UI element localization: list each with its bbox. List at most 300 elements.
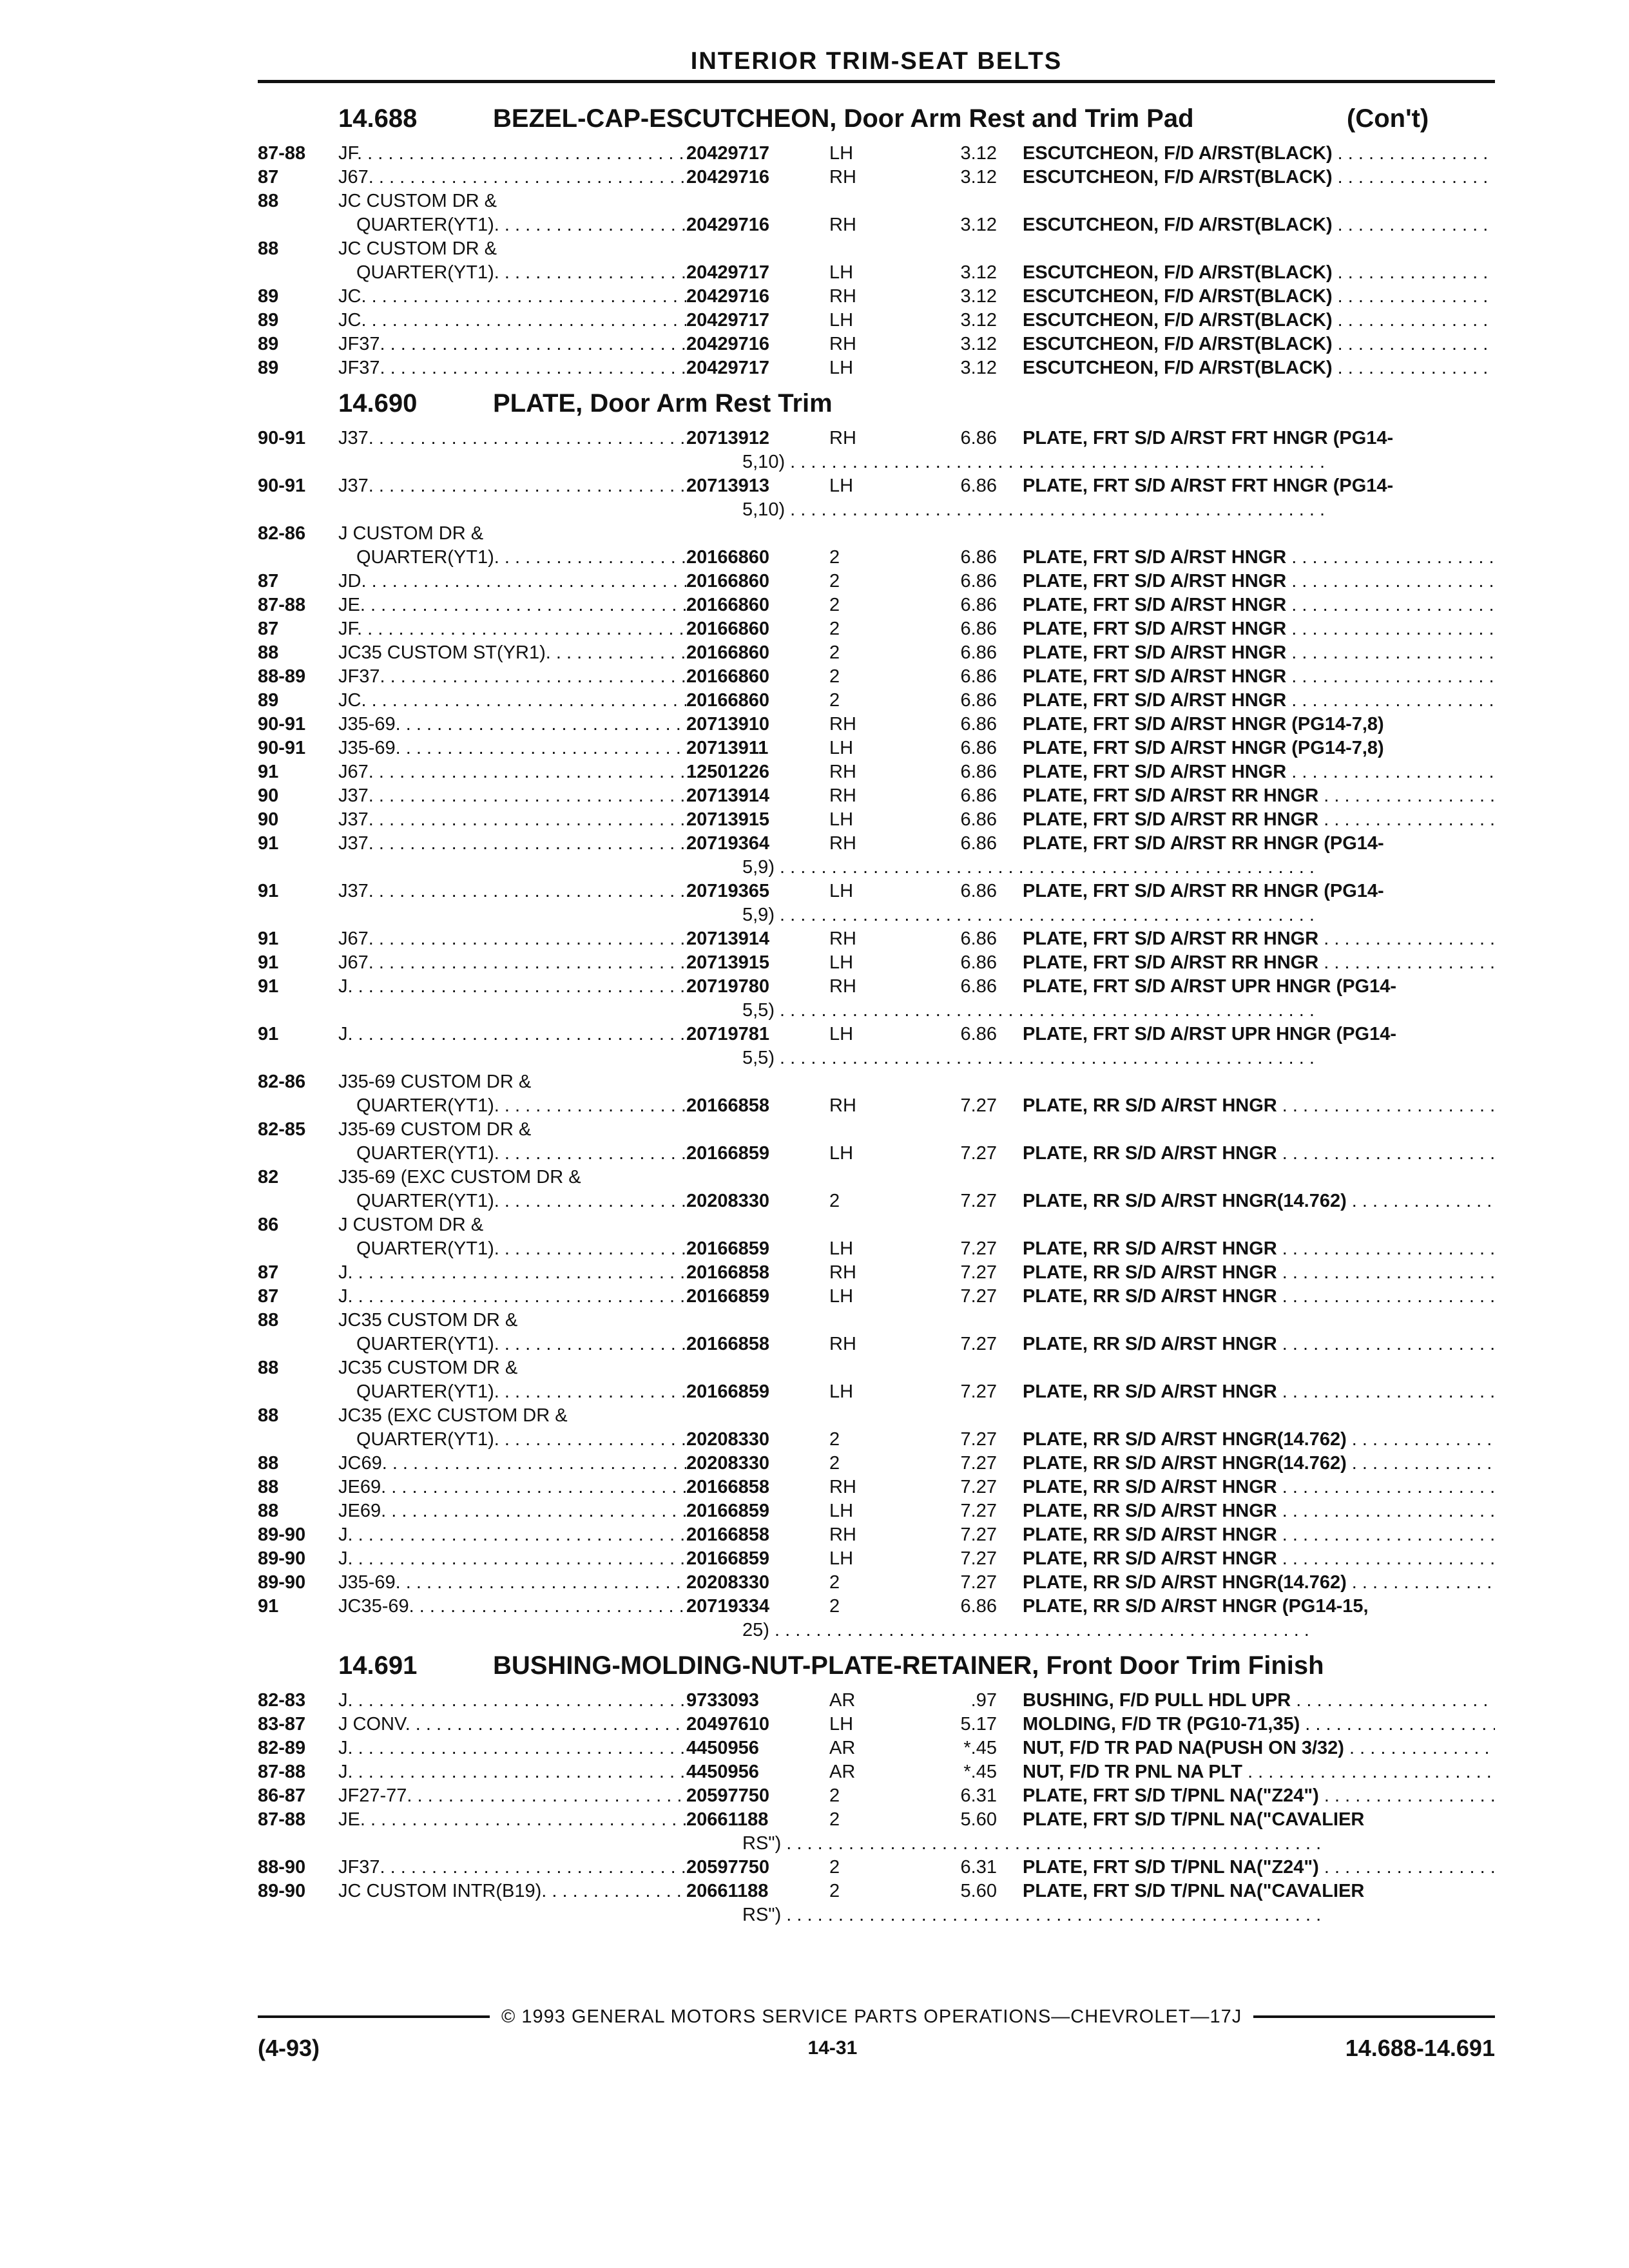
part-number: 20713912 — [686, 428, 770, 448]
quantity: 2 — [829, 1809, 840, 1830]
price: 6.86 — [960, 762, 997, 782]
part-row — [258, 1713, 1495, 1736]
part-row — [258, 832, 1495, 856]
part-row — [258, 689, 1495, 713]
model-code: JE . . . — [338, 1808, 686, 1832]
section-heading — [258, 380, 1495, 427]
model-year: 88-90 — [258, 1857, 306, 1878]
part-row-continued — [258, 1428, 1495, 1452]
quantity: RH — [829, 928, 856, 949]
catalog-page — [258, 45, 1495, 2061]
model-year: 88 — [258, 1405, 279, 1426]
part-row — [258, 1023, 1495, 1046]
price: 7.27 — [960, 1429, 997, 1450]
section-heading — [258, 95, 1495, 142]
part-description — [1023, 689, 1495, 713]
model-year: 89-90 — [258, 1572, 306, 1593]
part-description — [1023, 332, 1495, 356]
model-code-continued: QUARTER(YT1) . . . — [338, 1332, 686, 1356]
quantity: 2 — [829, 619, 840, 639]
indent-spacer — [258, 1237, 338, 1261]
model-code: J67 . . . — [338, 927, 686, 951]
price: 7.27 — [960, 1381, 997, 1402]
column-spacer — [338, 1832, 662, 1856]
footer-bottom — [258, 2033, 1495, 2063]
part-description-text: PLATE, FRT S/D A/RST HNGR — [1023, 762, 1287, 782]
indent-spacer — [258, 1142, 338, 1166]
price: 3.12 — [960, 286, 997, 307]
part-row — [258, 617, 1495, 641]
description-continued-row — [258, 1832, 1495, 1856]
model-year: 91 — [258, 1024, 279, 1044]
indent-spacer — [258, 999, 338, 1023]
model-code: J37 . . . — [338, 784, 686, 808]
indent-spacer — [258, 1094, 338, 1118]
price: 3.12 — [960, 334, 997, 354]
part-row — [258, 1499, 1495, 1523]
part-row — [258, 1856, 1495, 1879]
part-description — [1023, 1499, 1495, 1523]
quantity: LH — [829, 952, 854, 973]
part-row — [258, 285, 1495, 309]
model-code: JF37 . . . — [338, 1856, 686, 1879]
part-description-text: PLATE, FRT S/D T/PNL NA("Z24") — [1023, 1857, 1319, 1878]
part-description-text: NUT, F/D TR PNL NA PLT — [1023, 1762, 1243, 1782]
indent-spacer — [258, 856, 338, 879]
footer-page-number: 14-31 — [807, 2037, 858, 2059]
model-code: JD . . . — [338, 570, 686, 593]
section-note: (Con't) — [1347, 104, 1429, 133]
model-year: 91 — [258, 833, 279, 854]
part-description — [1023, 1189, 1495, 1213]
quantity: LH — [829, 881, 854, 901]
part-row — [258, 1213, 1495, 1237]
indent-spacer — [662, 498, 742, 522]
part-row-continued — [258, 1237, 1495, 1261]
part-description-text: MOLDING, F/D TR (PG10-71,35) — [1023, 1714, 1300, 1735]
quantity: RH — [829, 1095, 856, 1116]
description-continued-row — [258, 856, 1495, 879]
part-number: 20661188 — [686, 1881, 769, 1901]
column-spacer — [338, 1903, 662, 1927]
quantity: AR — [829, 1690, 856, 1711]
indent-spacer — [258, 213, 338, 237]
model-code-continued: QUARTER(YT1) . . . — [338, 1142, 686, 1166]
model-code: J35-69 CUSTOM DR & — [338, 1072, 532, 1092]
part-row — [258, 1784, 1495, 1808]
indent-spacer — [258, 1332, 338, 1356]
part-number: 20166858 — [686, 1524, 770, 1545]
part-description-text: ESCUTCHEON, F/D A/RST(BLACK) — [1023, 143, 1333, 164]
part-number: 20166859 — [686, 1381, 770, 1402]
part-description-text: BUSHING, F/D PULL HDL UPR — [1023, 1690, 1291, 1711]
quantity: RH — [829, 1524, 856, 1545]
part-description-text: PLATE, RR S/D A/RST HNGR (PG14-15, — [1023, 1596, 1369, 1617]
part-description-continued: RS") . . . — [742, 1832, 1495, 1856]
part-row — [258, 1547, 1495, 1571]
model-year: 91 — [258, 881, 279, 901]
part-number: 20208330 — [686, 1572, 770, 1593]
model-year: 91 — [258, 952, 279, 973]
model-code: J37 . . . — [338, 808, 686, 832]
indent-spacer — [258, 1428, 338, 1452]
part-row — [258, 166, 1495, 189]
price: 6.86 — [960, 476, 997, 496]
part-number: 4450956 — [686, 1738, 759, 1758]
footer-section-range: 14.688-14.691 — [1345, 2035, 1495, 2061]
quantity: 2 — [829, 1453, 840, 1474]
part-row — [258, 189, 1495, 213]
price: 6.86 — [960, 690, 997, 711]
quantity: LH — [829, 262, 854, 283]
column-spacer — [338, 999, 662, 1023]
model-code: JC CUSTOM DR & — [338, 191, 497, 211]
part-description-text: ESCUTCHEON, F/D A/RST(BLACK) — [1023, 286, 1333, 307]
model-code-continued: QUARTER(YT1) . . . — [338, 1428, 686, 1452]
part-description-text: PLATE, FRT S/D A/RST FRT HNGR (PG14- — [1023, 428, 1394, 448]
quantity: 2 — [829, 1596, 840, 1617]
part-description-text: NUT, F/D TR PAD NA(PUSH ON 3/32) — [1023, 1738, 1344, 1758]
part-description-text: ESCUTCHEON, F/D A/RST(BLACK) — [1023, 334, 1333, 354]
part-row — [258, 570, 1495, 593]
model-code: J CUSTOM DR & — [338, 523, 484, 544]
part-number: 20713911 — [686, 738, 769, 758]
part-row-continued — [258, 1380, 1495, 1404]
part-description-text: PLATE, FRT S/D A/RST HNGR — [1023, 690, 1287, 711]
part-description — [1023, 784, 1495, 808]
quantity: 2 — [829, 690, 840, 711]
part-number: 20429716 — [686, 286, 770, 307]
model-year: 90 — [258, 809, 279, 830]
part-description — [1023, 1428, 1495, 1452]
part-description — [1023, 1808, 1495, 1832]
part-description — [1023, 1547, 1495, 1571]
part-description — [1023, 832, 1495, 856]
quantity: RH — [829, 1334, 856, 1354]
model-code: JC CUSTOM DR & — [338, 238, 497, 259]
title-rule — [258, 80, 1495, 83]
price: 6.86 — [960, 666, 997, 687]
model-code: J67 . . . — [338, 951, 686, 975]
description-continued-row — [258, 1903, 1495, 1927]
indent-spacer — [662, 450, 742, 474]
part-row — [258, 1285, 1495, 1309]
quantity: LH — [829, 1024, 854, 1044]
model-code: J37 . . . — [338, 879, 686, 903]
model-year: 83-87 — [258, 1714, 306, 1735]
part-description-text: PLATE, FRT S/D A/RST HNGR — [1023, 642, 1287, 663]
part-number: 12501226 — [686, 762, 770, 782]
quantity: RH — [829, 167, 856, 187]
part-row — [258, 736, 1495, 760]
indent-spacer — [258, 1903, 338, 1927]
model-code: J35-69 (EXC CUSTOM DR & — [338, 1167, 581, 1187]
part-description-text: PLATE, RR S/D A/RST HNGR(14.762) — [1023, 1572, 1347, 1593]
part-row — [258, 665, 1495, 689]
part-description — [1023, 1856, 1495, 1879]
part-number: 20597750 — [686, 1857, 770, 1878]
footer-rule-left — [258, 2015, 490, 2018]
model-year: 90-91 — [258, 738, 306, 758]
part-number: 20208330 — [686, 1453, 770, 1474]
part-row — [258, 879, 1495, 903]
price: .97 — [970, 1690, 997, 1711]
part-description — [1023, 1760, 1495, 1784]
quantity: 2 — [829, 642, 840, 663]
quantity: AR — [829, 1762, 856, 1782]
price: 6.86 — [960, 1596, 997, 1617]
part-description — [1023, 474, 1495, 498]
model-code: J35-69 . . . — [338, 1571, 686, 1595]
quantity: LH — [829, 143, 854, 164]
part-row — [258, 641, 1495, 665]
part-description — [1023, 309, 1495, 332]
description-continued-row — [258, 1046, 1495, 1070]
model-year: 82-86 — [258, 1072, 306, 1092]
indent-spacer — [258, 498, 338, 522]
part-row — [258, 1736, 1495, 1760]
part-number: 20166860 — [686, 571, 770, 591]
price: 7.27 — [960, 1572, 997, 1593]
part-description-text: ESCUTCHEON, F/D A/RST(BLACK) — [1023, 358, 1333, 378]
part-description — [1023, 356, 1495, 380]
quantity: LH — [829, 358, 854, 378]
part-number: 20713910 — [686, 714, 770, 735]
model-code: J . . . — [338, 1023, 686, 1046]
part-description — [1023, 1285, 1495, 1309]
part-description-text: PLATE, FRT S/D A/RST RR HNGR — [1023, 952, 1319, 973]
part-number: 20166859 — [686, 1548, 770, 1569]
part-row — [258, 808, 1495, 832]
part-description-text: PLATE, RR S/D A/RST HNGR — [1023, 1262, 1277, 1283]
part-description-continued: 5,9) . . . — [742, 903, 1495, 927]
model-year: 89 — [258, 358, 279, 378]
price: 6.86 — [960, 642, 997, 663]
description-continued-row — [258, 450, 1495, 474]
model-code: J67 . . . — [338, 760, 686, 784]
part-description-continued: 5,9) . . . — [742, 856, 1495, 879]
model-code: JF37 . . . — [338, 665, 686, 689]
part-number: 20166858 — [686, 1334, 770, 1354]
model-code: JC35 (EXC CUSTOM DR & — [338, 1405, 568, 1426]
part-description — [1023, 808, 1495, 832]
model-code-continued: QUARTER(YT1) . . . — [338, 1189, 686, 1213]
price: 3.12 — [960, 358, 997, 378]
model-year: 82-89 — [258, 1738, 306, 1758]
model-code: JF37 . . . — [338, 332, 686, 356]
indent-spacer — [258, 1189, 338, 1213]
part-description-text: PLATE, RR S/D A/RST HNGR — [1023, 1524, 1277, 1545]
model-code: J . . . — [338, 1547, 686, 1571]
part-number: 20429716 — [686, 215, 770, 235]
quantity: RH — [829, 334, 856, 354]
indent-spacer — [662, 1903, 742, 1927]
part-row — [258, 1452, 1495, 1475]
part-description — [1023, 1523, 1495, 1547]
quantity: RH — [829, 286, 856, 307]
part-row — [258, 1808, 1495, 1832]
model-code: JE69 . . . — [338, 1475, 686, 1499]
part-number: 20166860 — [686, 642, 770, 663]
part-row — [258, 332, 1495, 356]
model-year: 91 — [258, 928, 279, 949]
part-row — [258, 1070, 1495, 1094]
price: 6.86 — [960, 881, 997, 901]
quantity: LH — [829, 738, 854, 758]
quantity: LH — [829, 1238, 854, 1259]
part-number: 20166859 — [686, 1143, 770, 1164]
model-code: J35-69 CUSTOM DR & — [338, 1119, 532, 1140]
part-description — [1023, 713, 1495, 736]
price: 7.27 — [960, 1334, 997, 1354]
parts-listing — [258, 95, 1495, 1927]
footer-copyright: © 1993 GENERAL MOTORS SERVICE PARTS OPERATIONS—CHEVROLET—17J — [501, 2006, 1242, 2027]
part-description — [1023, 1452, 1495, 1475]
part-description-text: PLATE, FRT S/D A/RST HNGR — [1023, 666, 1287, 687]
price: 3.12 — [960, 143, 997, 164]
section-title: PLATE, Door Arm Rest Trim — [493, 389, 833, 418]
model-year: 88 — [258, 1358, 279, 1378]
part-description — [1023, 593, 1495, 617]
quantity: LH — [829, 310, 854, 331]
part-description-text: ESCUTCHEON, F/D A/RST(BLACK) — [1023, 310, 1333, 331]
part-description-text: PLATE, FRT S/D A/RST HNGR (PG14-7,8) — [1023, 714, 1384, 735]
part-description — [1023, 142, 1495, 166]
quantity: RH — [829, 1262, 856, 1283]
part-number: 20166860 — [686, 595, 770, 615]
quantity: 2 — [829, 547, 840, 568]
part-row — [258, 593, 1495, 617]
part-row — [258, 713, 1495, 736]
part-number: 20166860 — [686, 666, 770, 687]
model-code: J . . . — [338, 1261, 686, 1285]
part-row — [258, 1404, 1495, 1428]
section-number: 14.690 — [338, 389, 418, 418]
part-description — [1023, 1689, 1495, 1713]
part-description-text: PLATE, FRT S/D A/RST RR HNGR — [1023, 809, 1319, 830]
part-row — [258, 1523, 1495, 1547]
price: 5.60 — [960, 1881, 997, 1901]
part-description — [1023, 1879, 1495, 1903]
quantity: 2 — [829, 571, 840, 591]
model-code: JF . . . — [338, 617, 686, 641]
model-year: 89 — [258, 334, 279, 354]
part-row — [258, 142, 1495, 166]
quantity: 2 — [829, 1785, 840, 1806]
part-row — [258, 784, 1495, 808]
quantity: LH — [829, 1286, 854, 1307]
price: 6.86 — [960, 547, 997, 568]
model-code: J37 . . . — [338, 474, 686, 498]
part-description — [1023, 427, 1495, 450]
quantity: LH — [829, 809, 854, 830]
part-description-text: PLATE, RR S/D A/RST HNGR — [1023, 1477, 1277, 1497]
part-number: 20719365 — [686, 881, 770, 901]
part-number: 20661188 — [686, 1809, 769, 1830]
section-title: BEZEL-CAP-ESCUTCHEON, Door Arm Rest and Trim Pad — [493, 104, 1194, 133]
part-number: 4450956 — [686, 1762, 759, 1782]
price: *.45 — [963, 1738, 997, 1758]
indent-spacer — [662, 903, 742, 927]
part-row — [258, 1475, 1495, 1499]
price: 3.12 — [960, 262, 997, 283]
description-continued-row — [258, 498, 1495, 522]
indent-spacer — [258, 261, 338, 285]
part-description — [1023, 1475, 1495, 1499]
part-description — [1023, 736, 1495, 760]
price: 6.86 — [960, 952, 997, 973]
indent-spacer — [662, 856, 742, 879]
model-code-continued: QUARTER(YT1) . . . — [338, 1094, 686, 1118]
part-number: 20719334 — [686, 1596, 770, 1617]
part-description-text: PLATE, FRT S/D A/RST HNGR — [1023, 595, 1287, 615]
price: 7.27 — [960, 1238, 997, 1259]
part-number: 20429717 — [686, 262, 770, 283]
model-year: 88 — [258, 238, 279, 259]
part-number: 20166858 — [686, 1262, 770, 1283]
part-row — [258, 1309, 1495, 1332]
model-code: J . . . — [338, 975, 686, 999]
part-number: 20166858 — [686, 1477, 770, 1497]
part-row — [258, 1760, 1495, 1784]
model-code: J37 . . . — [338, 832, 686, 856]
part-row — [258, 522, 1495, 546]
price: 6.86 — [960, 571, 997, 591]
part-number: 20166859 — [686, 1238, 770, 1259]
quantity: 2 — [829, 1857, 840, 1878]
model-code: JC CUSTOM INTR(B19) . . . — [338, 1879, 686, 1903]
model-year: 86-87 — [258, 1785, 306, 1806]
quantity: 2 — [829, 1572, 840, 1593]
description-continued-row — [258, 1619, 1495, 1642]
indent-spacer — [258, 450, 338, 474]
price: 7.27 — [960, 1524, 997, 1545]
part-description-text: PLATE, FRT S/D A/RST RR HNGR (PG14- — [1023, 881, 1384, 901]
part-row — [258, 760, 1495, 784]
part-number: 20713914 — [686, 928, 770, 949]
part-description — [1023, 1142, 1495, 1166]
part-description-text: PLATE, FRT S/D A/RST RR HNGR — [1023, 928, 1319, 949]
part-row-continued — [258, 1189, 1495, 1213]
quantity: RH — [829, 1477, 856, 1497]
model-code: J . . . — [338, 1760, 686, 1784]
part-description — [1023, 546, 1495, 570]
model-code: J CUSTOM DR & — [338, 1215, 484, 1235]
part-number: 20497610 — [686, 1714, 770, 1735]
section-number: 14.691 — [338, 1651, 418, 1680]
part-description-continued: RS") . . . — [742, 1903, 1495, 1927]
quantity: 2 — [829, 1881, 840, 1901]
part-description — [1023, 1380, 1495, 1404]
price: 7.27 — [960, 1453, 997, 1474]
part-description-continued: 5,5) . . . — [742, 999, 1495, 1023]
model-year: 87 — [258, 619, 279, 639]
column-spacer — [338, 1046, 662, 1070]
model-year: 89-90 — [258, 1881, 306, 1901]
model-code: JF37 . . . — [338, 356, 686, 380]
model-year: 88 — [258, 1310, 279, 1331]
footer-rule-right — [1253, 2015, 1495, 2018]
part-description — [1023, 1332, 1495, 1356]
model-year: 88 — [258, 642, 279, 663]
price: 6.86 — [960, 833, 997, 854]
model-year: 86 — [258, 1215, 279, 1235]
part-description-text: PLATE, FRT S/D T/PNL NA("CAVALIER — [1023, 1809, 1365, 1830]
part-number: 9733093 — [686, 1690, 759, 1711]
price: 6.86 — [960, 428, 997, 448]
part-description-text: PLATE, FRT S/D A/RST RR HNGR (PG14- — [1023, 833, 1384, 854]
part-number: 20208330 — [686, 1429, 770, 1450]
